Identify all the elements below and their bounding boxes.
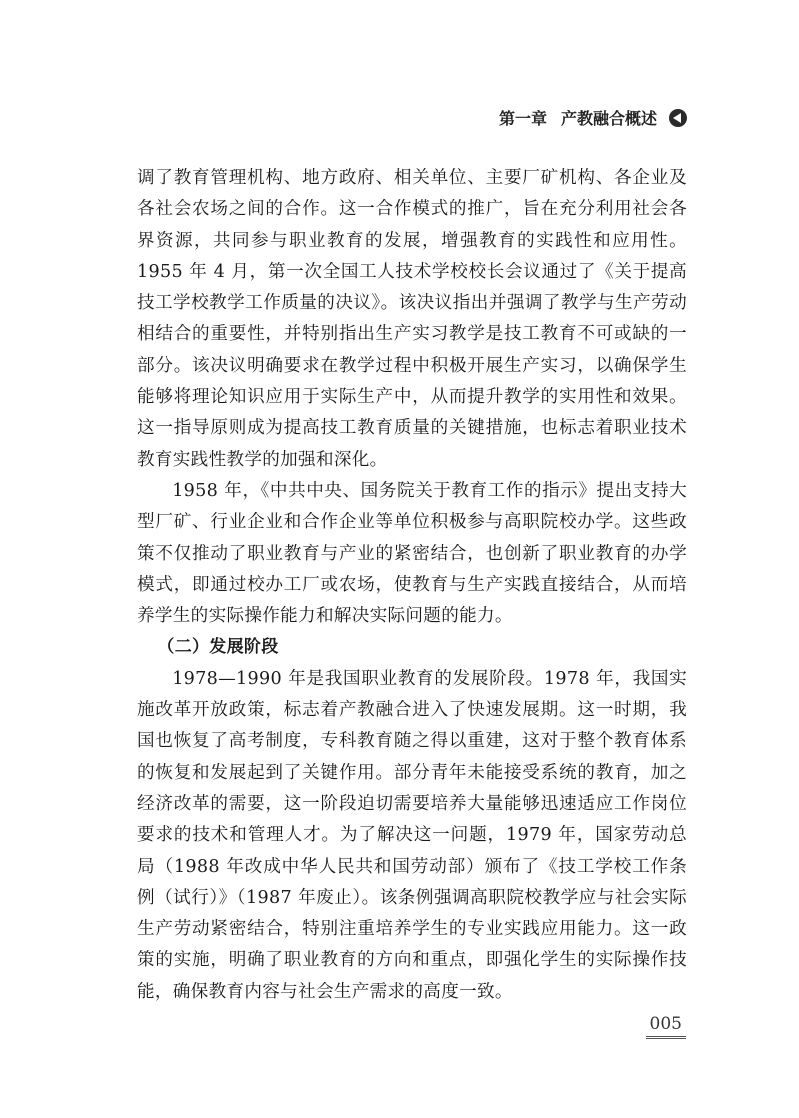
paragraph-development-stage: 1978—1990 年是我国职业教育的发展阶段。1978 年，我国实施改革开放政策，标志着产教融合进入了快速发展期。这一时期，我国也恢复了高考制度，专科教育随之得以重建，这对于整个教育体系的恢复和发展起到了关键作用。部分青年未能接受系统的教育，加之经济改革的需要，这一阶段迫切需要培养大量能够迅速适应工作岗位要求的技术和管理人才。为了解决这一问题，1979 年，国家劳动总局（1988 年改成中华人民共和国劳动部）颁布了《技工学校工作条例（试行）》（1987 年废止）。该条例强调高职院校教学应与社会实际生产劳动紧密结合，特别注重培养学生的专业实践应用能力。这一政策的实施，明确了职业教育的方向和重点，即强化学生的实际操作技能，确保教育内容与社会生产需求的高度一致。 xyxy=(137,668,687,1002)
left-arrow-icon xyxy=(669,109,687,127)
page-body xyxy=(137,163,687,1008)
running-header xyxy=(499,106,687,129)
page-number: 005 xyxy=(646,1014,686,1039)
paragraph-continued: 调了教育管理机构、地方政府、相关单位、主要厂矿机构、各企业及各社会农场之间的合作。这一合作模式的推广，旨在充分利用社会各界资源，共同参与职业教育的发展，增强教育的实践性和应用性。1955 年 4 月，第一次全国工人技术学校校长会议通过了《关于提高技工学校教学工作质量的决议》。该决议指出并强调了教学与生产劳动相结合的重要性，并特别指出生产实习教学是技工教育不可或缺的一部分。该决议明确要求在教学过程中积极开展生产实习，以确保学生能够将理论知识应用于实际生产中，从而提升教学的实用性和效果。这一指导原则成为提高技工教育质量的关键措施，也标志着职业技术教育实践性教学的加强和深化。 xyxy=(137,168,687,470)
paragraph-1958: 1958 年，《中共中央、国务院关于教育工作的指示》提出支持大型厂矿、行业企业和合作企业等单位积极参与高职院校办学。这些政策不仅推动了职业教育与产业的紧密结合，也创新了职业教育的办学模式，即通过校办工厂或农场，使教育与生产实践直接结合，从而培养学生的实际操作能力和解决实际问题的能力。 xyxy=(137,480,687,627)
chapter-title: 产教融合概述 xyxy=(560,109,657,128)
chapter-number: 第一章 xyxy=(498,109,547,128)
section-heading: （二）发展阶段 xyxy=(157,637,279,658)
